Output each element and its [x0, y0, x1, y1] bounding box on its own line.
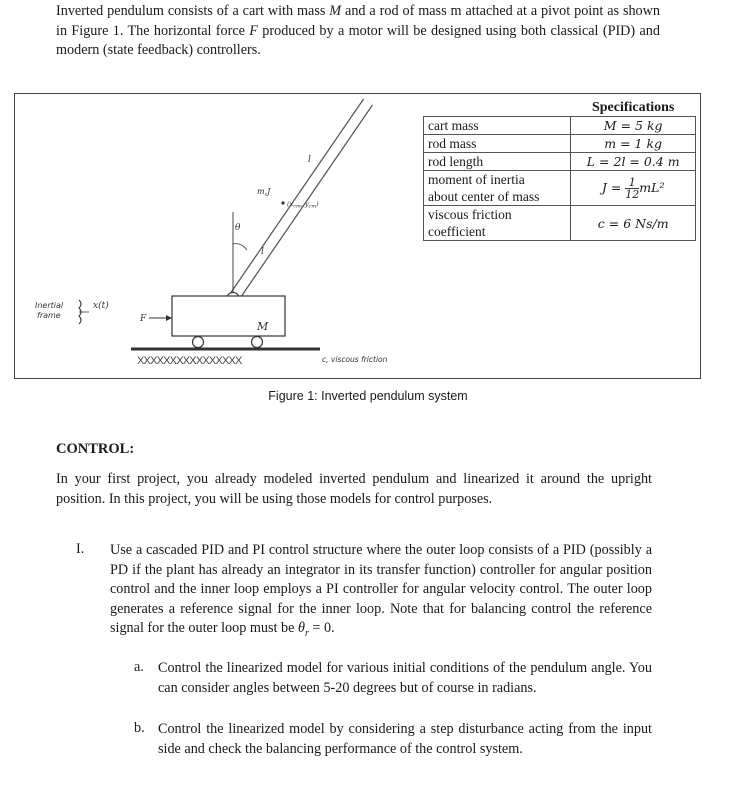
sub-item-a-text: Control the linearized model for various initial conditions of the pendulum angle. You can consider angles between 5-20 degrees but of course in radians. — [158, 660, 652, 696]
cart-mass-label: M — [257, 320, 269, 333]
item-number: I. — [76, 541, 85, 557]
spec-name: rod mass — [424, 135, 571, 153]
cart-wheel-left — [193, 337, 204, 348]
mass-inertia-label: m,J — [257, 187, 271, 196]
inertial-label: Inertial — [35, 301, 64, 310]
force-arrow-head — [166, 315, 172, 321]
spec-value: c = 6 Ns/m — [571, 206, 696, 241]
spec-name: cart mass — [424, 117, 571, 135]
spec-title: Specifications — [571, 99, 696, 117]
figure-box — [14, 93, 701, 379]
center-of-mass-dot — [281, 201, 284, 204]
viscous-friction-label: c, viscous friction — [322, 355, 388, 364]
item-text: Use a cascaded PID and PI control structure where the outer loop consists of a PID (possibly a PD if the plant has already an integrator in its transfer function) controller for angular position control and the inner loop employs a PI controller for angular velocity control. The outer loop generates a reference signal for the inner loop. Note that for balancing control the reference signal for the outer loop must be $\theta_r = 0$. — [110, 542, 652, 639]
ground-hatching: XXXXXXXXXXXXXXXX — [137, 355, 242, 367]
intro-mass-symbol: M — [329, 3, 342, 19]
spec-value-moi: J = $\frac{1}{12}$ mL² — [571, 171, 696, 206]
spec-title-row — [424, 99, 696, 117]
spec-row-viscous-friction — [424, 206, 696, 241]
intro-force-symbol: F — [249, 22, 258, 39]
spec-row-moment-of-inertia — [424, 171, 696, 206]
sub-item-a-letter: a. — [134, 659, 144, 675]
frame-label: frame — [37, 311, 61, 320]
control-paragraph: In your first project, you already modeled inverted pendulum and linearized it around the upright position. In this project, you will be using those models for control purposes. — [56, 471, 652, 507]
com-coordinates-label: ($x_{cm}$, $y_{cm}$) — [287, 200, 319, 210]
theta-label: θ — [235, 223, 241, 233]
rod-lower-length-label: l — [261, 247, 264, 257]
intro-text-1: Inverted pendulum consists of a cart with mass — [56, 3, 330, 19]
spec-name: moment of inertia about center of mass — [424, 171, 571, 206]
spec-name: rod length — [424, 153, 571, 171]
figure-caption: Figure 1: Inverted pendulum system — [268, 389, 468, 403]
spec-row-rod-mass — [424, 135, 696, 153]
spec-value: m = 1 kg — [571, 135, 696, 153]
sub-item-b-text: Control the linearized model by considering a step disturbance acting from the input side and check the balancing performance of the control system. — [158, 721, 652, 757]
intro-text-2: and a rod of mass m attached at a pivot point as shown in Figure 1. The horizontal force — [56, 3, 660, 39]
control-heading: CONTROL: — [56, 441, 135, 457]
spec-name: viscous friction coefficient — [424, 206, 571, 241]
spec-value: L = 2l = 0.4 m — [571, 153, 696, 171]
specifications-table — [423, 99, 696, 241]
theta-arc — [233, 244, 247, 250]
spec-value: M = 5 kg — [571, 117, 696, 135]
spec-row-rod-length — [424, 153, 696, 171]
rod-upper-length-label: l — [308, 155, 311, 165]
xt-label: x(t) — [93, 301, 109, 311]
intro-paragraph — [56, 2, 660, 61]
force-label: F — [140, 314, 147, 324]
cart-wheel-right — [252, 337, 263, 348]
spec-row-cart-mass — [424, 117, 696, 135]
sub-item-b-letter: b. — [134, 720, 145, 736]
intro-text-3: produced by a motor will be designed using both classical (PID) and modern (state feedback) controllers. — [56, 22, 660, 58]
